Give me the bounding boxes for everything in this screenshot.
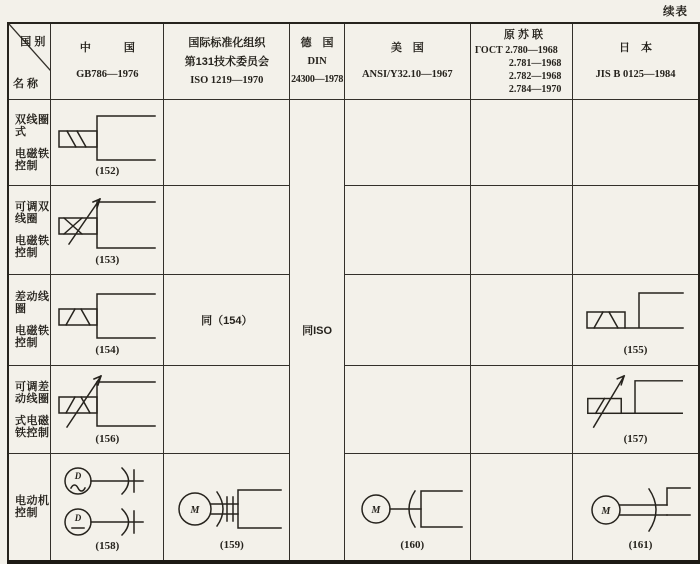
cell-japan-row5	[572, 454, 699, 562]
japan-standard-code: JIS B 0125—1984	[595, 69, 676, 80]
germany-standard-code: 24300—1978	[291, 74, 344, 85]
symbol-number: (158)	[95, 540, 120, 553]
symbol-number: (153)	[95, 253, 120, 266]
row-label-differential-coil: 差动线圈 电磁铁控制	[8, 275, 51, 366]
empty-cell	[572, 100, 699, 186]
motor-ac-dc-symbol	[51, 464, 163, 540]
cell-iso-row3	[164, 275, 290, 366]
empty-cell	[164, 186, 290, 275]
row-label-adjustable-double-coil: 可调双线圈 电磁铁控制	[8, 186, 51, 275]
symbol-number: (152)	[95, 165, 120, 178]
svg-text:D: D	[75, 513, 82, 524]
table-row	[8, 275, 699, 366]
motor-symbol-usa	[355, 481, 467, 537]
header-japan	[572, 23, 699, 100]
row-label-adjustable-differential-coil: 可调差动线圈 式电磁铁控制	[8, 365, 51, 454]
cell-usa-row5	[344, 454, 470, 562]
empty-cell	[164, 365, 290, 454]
iso-standard-code: ISO 1219—1970	[190, 74, 264, 86]
ussr-standard-code-3: 2.782—1968	[508, 70, 562, 82]
motor-symbol-iso	[174, 481, 286, 537]
china-title: 中 国	[79, 42, 135, 54]
japan-title: 日 本	[618, 42, 652, 54]
corner-header-cell	[8, 23, 51, 100]
symbol-number: (154)	[95, 344, 120, 357]
symbol-number: (157)	[623, 433, 648, 446]
cell-china-row5	[51, 454, 164, 562]
symbol-number: (155)	[623, 344, 648, 357]
usa-title: 美 国	[390, 42, 424, 54]
motor-symbol-japan	[583, 475, 695, 537]
cell-din-merged	[290, 100, 344, 563]
table-row	[8, 454, 699, 562]
empty-cell	[470, 100, 572, 186]
din-same-as-iso-note: 同ISO	[302, 325, 333, 337]
table-row	[8, 100, 699, 186]
header-usa	[344, 23, 470, 100]
svg-text:D: D	[75, 471, 82, 482]
usa-standard-code: ANSI/Y32.10—1967	[361, 69, 453, 80]
cell-china-row3	[51, 275, 164, 366]
empty-cell	[572, 186, 699, 275]
cell-china-row2	[51, 186, 164, 275]
empty-cell	[470, 186, 572, 275]
china-standard-code: GB786—1976	[76, 69, 139, 80]
empty-cell	[344, 186, 470, 275]
germany-din-label: DIN	[307, 56, 327, 67]
empty-cell	[344, 365, 470, 454]
ussr-title: 原 苏 联	[503, 28, 543, 41]
row-label-double-coil: 双线圈式 电磁铁控制	[8, 100, 51, 186]
germany-title: 德 国	[300, 37, 334, 49]
solenoid-double-coil-symbol	[55, 113, 160, 163]
symbol-number: (160)	[400, 538, 425, 551]
header-ussr	[470, 23, 572, 100]
empty-cell	[470, 454, 572, 562]
header-china	[51, 23, 164, 100]
cell-china-row1	[51, 100, 164, 186]
solenoid-adjustable-double-coil-symbol	[55, 194, 160, 252]
ussr-standard-code-2: 2.781—1968	[508, 57, 562, 69]
empty-cell	[470, 365, 572, 454]
ussr-standard-code-1: ГОСТ 2.780—1968	[474, 44, 558, 56]
cell-japan-row3	[572, 275, 699, 366]
solenoid-adjustable-differential-coil-symbol	[55, 371, 160, 431]
iso-org-line2: 第131技术委员会	[184, 55, 269, 68]
header-germany	[290, 23, 344, 100]
svg-text:M: M	[601, 505, 611, 517]
symbol-number: (156)	[95, 433, 120, 446]
solenoid-differential-coil-symbol-japan	[583, 290, 688, 342]
cell-japan-row4	[572, 365, 699, 454]
standards-comparison-table	[7, 22, 700, 564]
solenoid-differential-coil-symbol	[55, 290, 160, 342]
corner-country-label: 国 别	[20, 36, 46, 48]
ac-wave	[71, 485, 85, 491]
symbol-number: (159)	[219, 538, 244, 551]
header-iso	[164, 23, 290, 100]
empty-cell	[344, 275, 470, 366]
iso-same-as-154-note: 同（154）	[201, 314, 253, 327]
svg-text:M: M	[371, 504, 381, 516]
table-row	[8, 365, 699, 454]
cell-iso-row5	[164, 454, 290, 562]
svg-text:M: M	[190, 504, 200, 516]
cell-china-row4	[51, 365, 164, 454]
empty-cell	[344, 100, 470, 186]
corner-name-label: 名 称	[13, 78, 39, 90]
row-label-motor-control: 电动机控制	[8, 454, 51, 562]
solenoid-adjustable-differential-coil-symbol-japan	[583, 370, 688, 431]
empty-cell	[470, 275, 572, 366]
continued-table-label: 续表	[663, 6, 688, 18]
header-row	[8, 23, 699, 100]
table-row	[8, 186, 699, 275]
ussr-standard-code-4: 2.784—1970	[508, 83, 562, 95]
symbol-number: (161)	[628, 538, 653, 551]
empty-cell	[164, 100, 290, 186]
iso-org-line1: 国际标准化组织	[188, 36, 266, 49]
